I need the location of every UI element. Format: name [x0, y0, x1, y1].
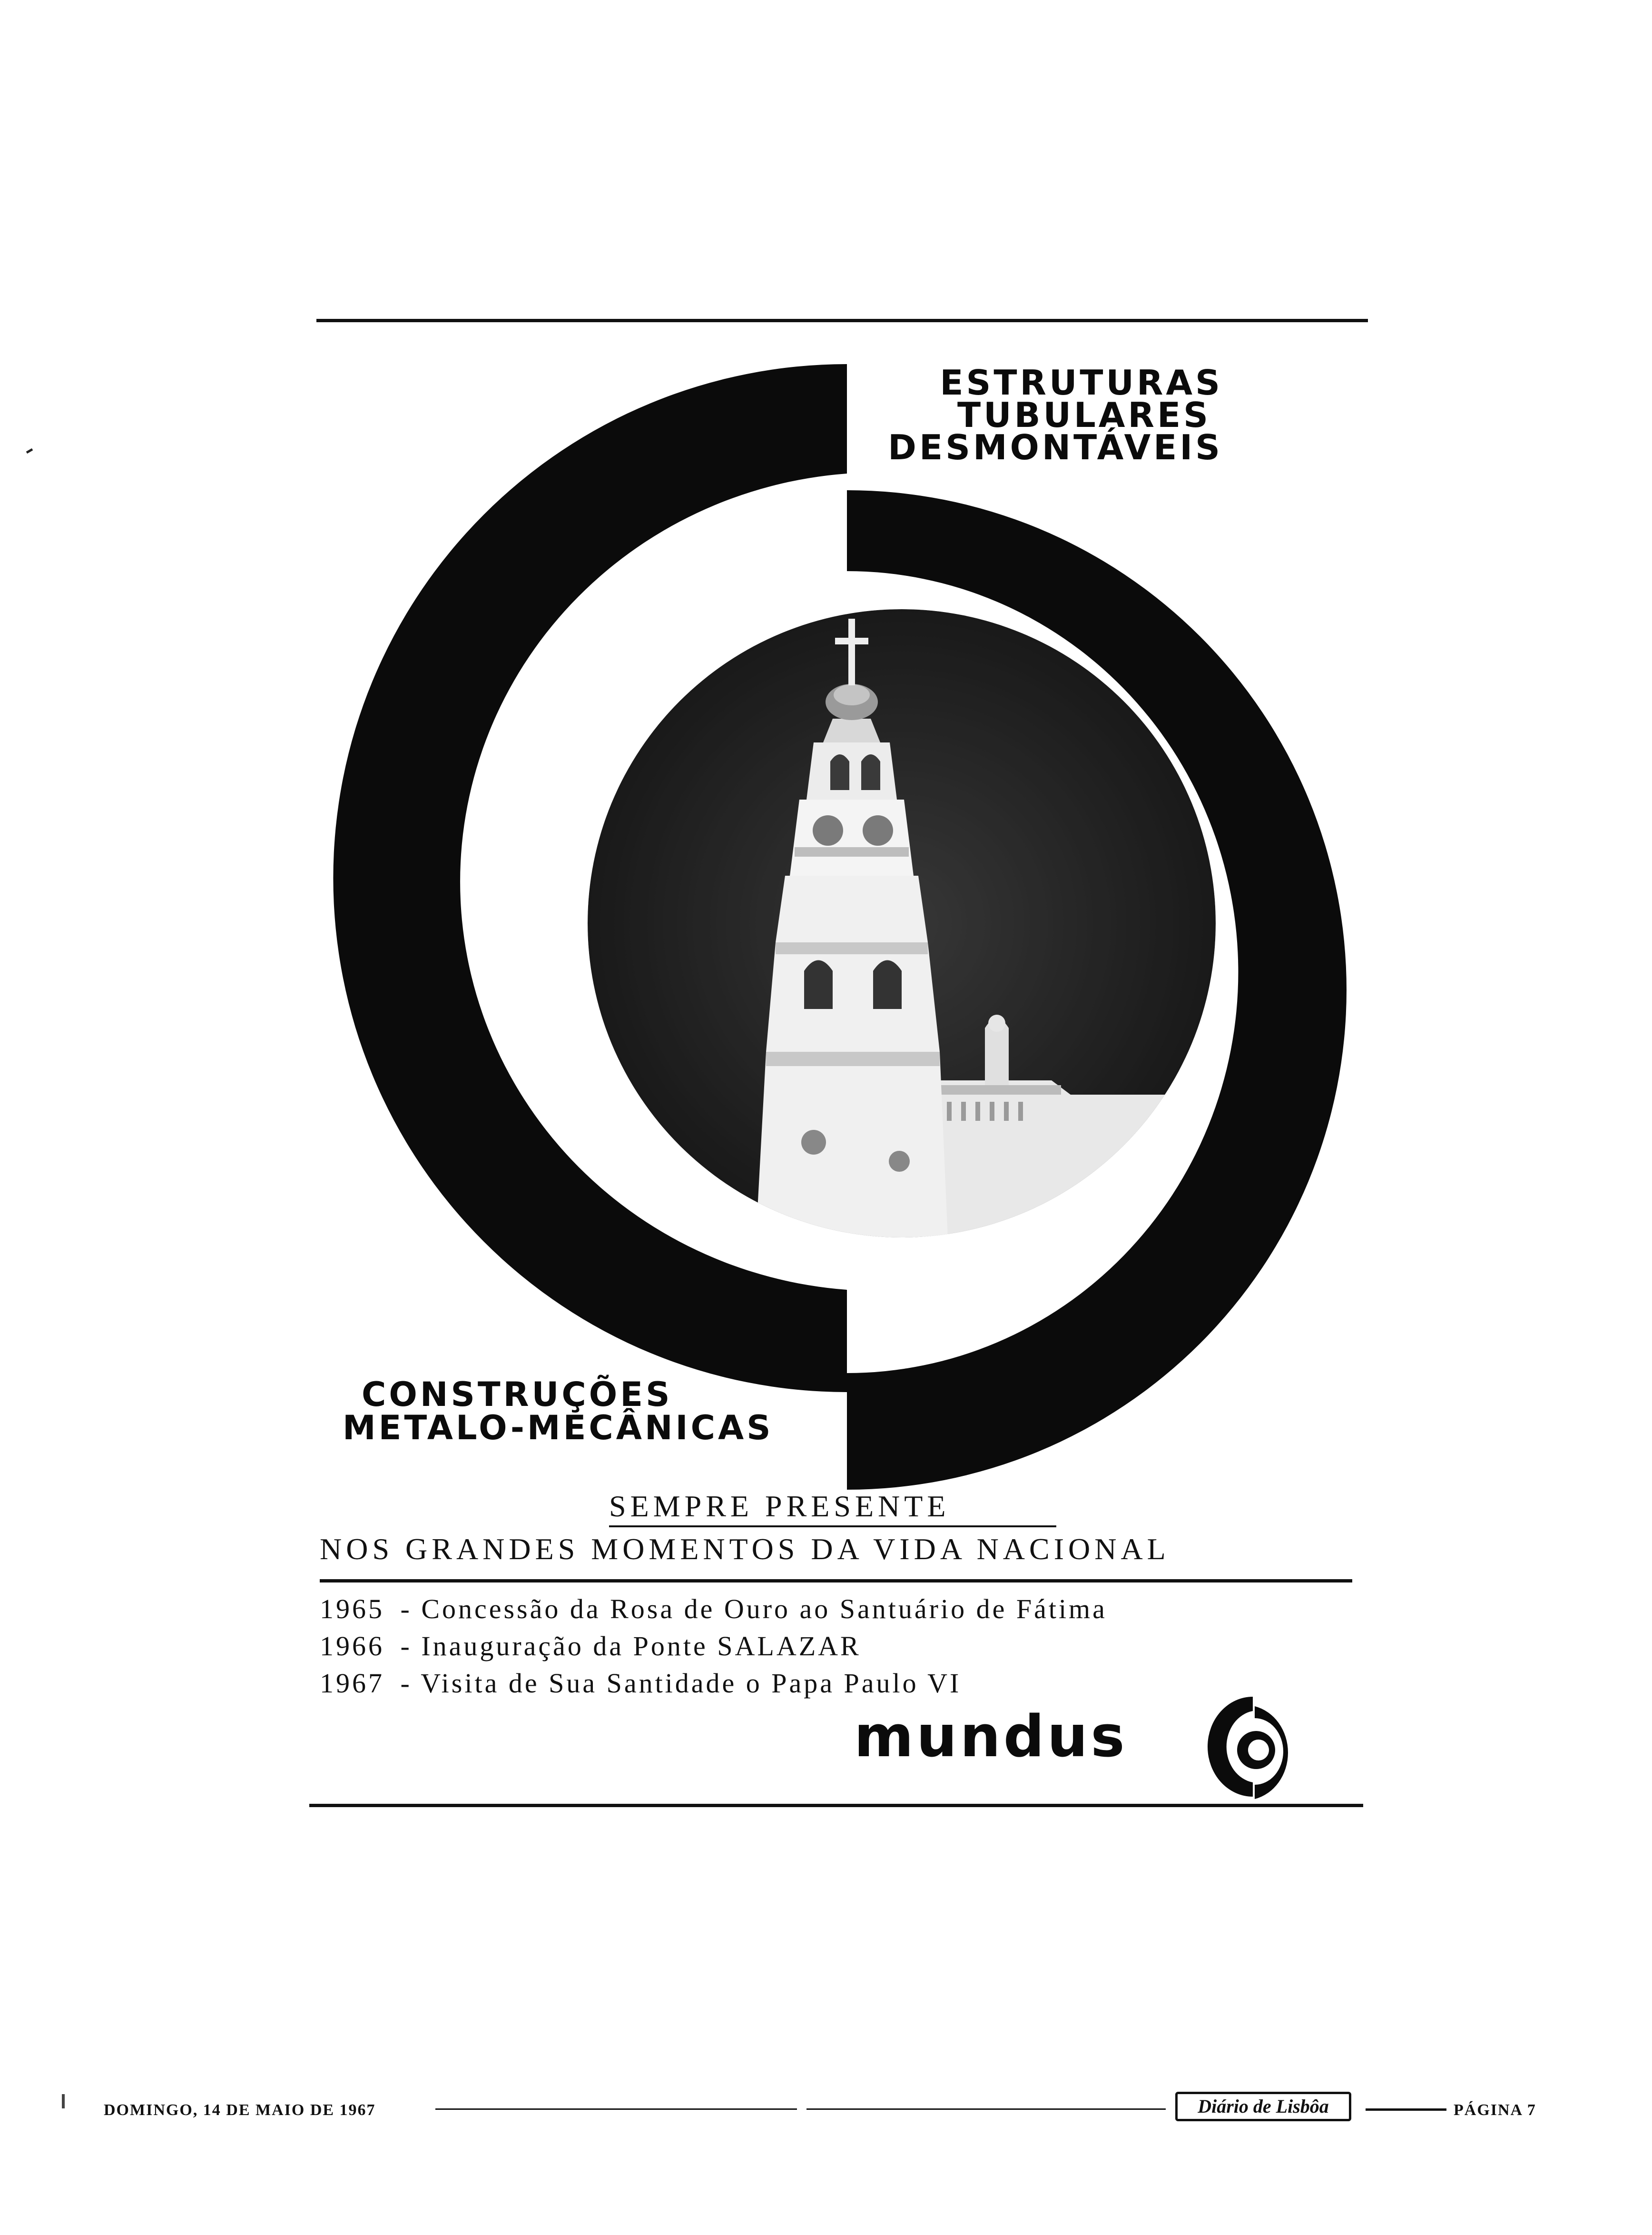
- headline-line-1: CONSTRUÇÕES: [362, 1375, 673, 1414]
- page-number: PÁGINA 7: [1454, 2101, 1536, 2119]
- tagline-always-present: SEMPRE PRESENTE: [609, 1489, 950, 1523]
- footer-rule-left: [435, 2108, 797, 2110]
- print-speck: [62, 2094, 65, 2108]
- print-speck: [26, 448, 33, 454]
- footer-rule-middle: [806, 2108, 1166, 2110]
- tagline-underline: [609, 1525, 1056, 1527]
- milestone-row: [320, 1628, 1367, 1665]
- top-rule: [316, 319, 1368, 322]
- footer-date: DOMINGO, 14 DE MAIO DE 1967: [104, 2101, 376, 2119]
- bottom-rule: [309, 1804, 1363, 1807]
- milestone-row: [320, 1591, 1367, 1628]
- headline-line-2: TUBULARES: [957, 395, 1211, 435]
- milestone-year: 1967: [320, 1668, 384, 1699]
- milestones-list: [320, 1591, 1367, 1702]
- headline-constructions: [343, 1375, 828, 1447]
- tagline-national-moments: NOS GRANDES MOMENTOS DA VIDA NACIONAL: [320, 1532, 1170, 1566]
- milestone-text: - Concessão da Rosa de Ouro ao Santuário de Fátima: [400, 1593, 1107, 1624]
- history-top-rule: [320, 1579, 1352, 1582]
- ring-graphic: [309, 352, 1394, 1494]
- headline-line-3: DESMONTÁVEIS: [888, 427, 1223, 467]
- milestone-text: - Visita de Sua Santidade o Papa Paulo VI: [400, 1668, 962, 1699]
- milestone-year: 1965: [320, 1593, 384, 1624]
- milestone-text: - Inauguração da Ponte SALAZAR: [400, 1631, 861, 1661]
- headline-structures: [852, 363, 1223, 467]
- masthead-logo: Diário de Lisbôa: [1175, 2092, 1351, 2121]
- headline-line-2: METALO-MECÂNICAS: [343, 1408, 774, 1447]
- headline-line-1: ESTRUTURAS: [940, 363, 1223, 403]
- footer-rule-right: [1366, 2108, 1446, 2111]
- milestone-year: 1966: [320, 1631, 384, 1661]
- brand-wordmark: mundus: [854, 1704, 1128, 1770]
- mundus-ring-logo-icon: [1206, 1692, 1301, 1801]
